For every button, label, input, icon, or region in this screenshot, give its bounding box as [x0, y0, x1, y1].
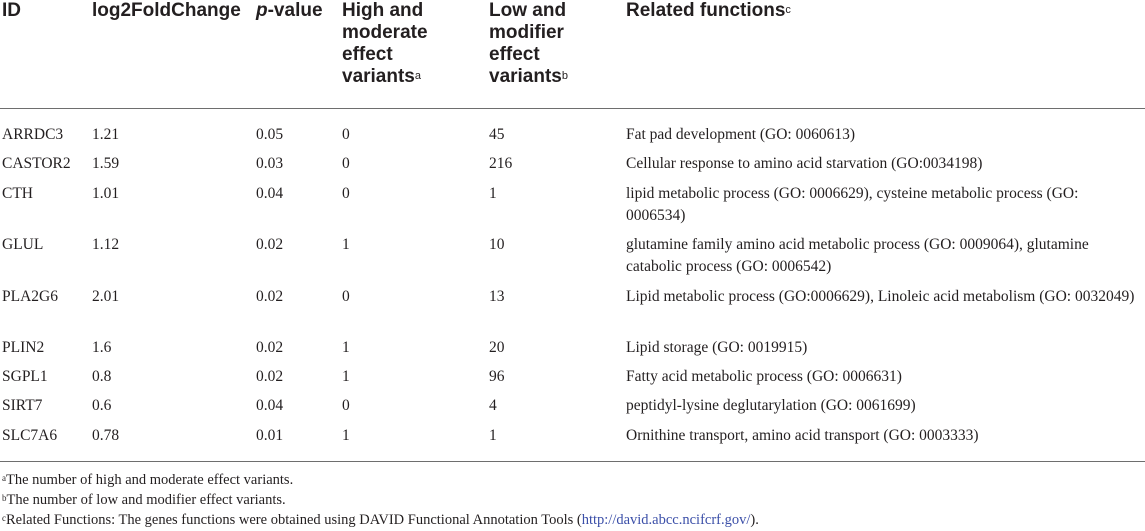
- cell-id: PLIN2: [2, 339, 45, 356]
- cell-low: 13: [489, 288, 505, 305]
- cell-lfc: 1.6: [92, 339, 112, 356]
- cell-high: 1: [342, 427, 350, 444]
- cell-id: SLC7A6: [2, 427, 58, 444]
- cell-low: 1: [489, 185, 497, 202]
- cell-id: SIRT7: [2, 397, 43, 414]
- cell-function: lipid metabolic process (GO: 0006629), cysteine metabolic process (GO: 0006534): [626, 185, 1079, 224]
- header-related-functions: [626, 0, 791, 22]
- cell-low: 96: [489, 368, 505, 385]
- header-p-italic: p: [256, 0, 268, 21]
- header-low-modifier-label: Low and modifier effect variants: [489, 0, 567, 87]
- cell-id: PLA2G6: [2, 288, 58, 305]
- footnote-a-text: The number of high and moderate effect variants.: [6, 472, 294, 488]
- cell-function: Fatty acid metabolic process (GO: 0006631): [626, 368, 902, 385]
- cell-high: 1: [342, 339, 350, 356]
- david-link[interactable]: http://david.abcc.ncifcrf.gov/: [581, 512, 751, 528]
- cell-p: 0.03: [256, 155, 284, 172]
- header-id: [2, 0, 21, 22]
- cell-p: 0.04: [256, 397, 284, 414]
- footnote-a-mark: a: [2, 473, 6, 483]
- cell-high: 0: [342, 288, 350, 305]
- header-id-label: ID: [2, 0, 21, 21]
- cell-p: 0.02: [256, 368, 284, 385]
- cell-lfc: 0.78: [92, 427, 120, 444]
- cell-function: Fat pad development (GO: 0060613): [626, 126, 856, 143]
- cell-function: peptidyl-lysine deglutarylation (GO: 0061699): [626, 397, 916, 414]
- cell-lfc: 1.21: [92, 126, 120, 143]
- cell-low: 216: [489, 155, 513, 172]
- cell-low: 4: [489, 397, 497, 414]
- cell-id: SGPL1: [2, 368, 48, 385]
- cell-high: 0: [342, 185, 350, 202]
- footnote-c-tail: ).: [750, 512, 759, 528]
- cell-low: 20: [489, 339, 505, 356]
- cell-function: Lipid storage (GO: 0019915): [626, 339, 808, 356]
- cell-function: Cellular response to amino acid starvation (GO:0034198): [626, 155, 983, 172]
- header-low-modifier: [489, 0, 589, 88]
- cell-id: GLUL: [2, 236, 44, 253]
- cell-id: ARRDC3: [2, 126, 64, 143]
- cell-low: 45: [489, 126, 505, 143]
- cell-high: 0: [342, 155, 350, 172]
- cell-lfc: 1.01: [92, 185, 120, 202]
- cell-lfc: 0.6: [92, 397, 112, 414]
- header-p-value: [256, 0, 323, 22]
- header-p-value-label: -value: [267, 0, 323, 21]
- header-related-functions-label: Related functions: [626, 0, 786, 21]
- header-rule: [0, 108, 1145, 109]
- cell-lfc: 2.01: [92, 288, 120, 305]
- cell-high: 1: [342, 368, 350, 385]
- cell-p: 0.02: [256, 236, 284, 253]
- footnote-b: [2, 491, 286, 509]
- cell-p: 0.02: [256, 288, 284, 305]
- cell-id: CASTOR2: [2, 155, 71, 172]
- cell-high: 1: [342, 236, 350, 253]
- cell-low: 10: [489, 236, 505, 253]
- header-log2foldchange: [92, 0, 241, 22]
- cell-p: 0.02: [256, 339, 284, 356]
- header-high-moderate-sup: a: [414, 70, 421, 82]
- header-low-modifier-sup: b: [561, 70, 568, 82]
- header-log2foldchange-label: log2FoldChange: [92, 0, 241, 21]
- header-related-functions-sup: c: [785, 4, 791, 16]
- cell-function: glutamine family amino acid metabolic process (GO: 0009064), glutamine catabolic process (GO: 0006542): [626, 236, 1089, 275]
- footnote-c-text: Related Functions: The genes functions were obtained using DAVID Functional Annotation Tools (: [6, 512, 582, 528]
- cell-id: CTH: [2, 185, 33, 202]
- footnote-c-mark: c: [2, 513, 6, 523]
- cell-function: Ornithine transport, amino acid transport (GO: 0003333): [626, 427, 979, 444]
- cell-lfc: 0.8: [92, 368, 112, 385]
- footnote-b-text: The number of low and modifier effect variants.: [6, 492, 286, 508]
- cell-lfc: 1.12: [92, 236, 120, 253]
- header-high-moderate-label: High and moderate effect variants: [342, 0, 428, 87]
- cell-low: 1: [489, 427, 497, 444]
- cell-high: 0: [342, 126, 350, 143]
- cell-high: 0: [342, 397, 350, 414]
- cell-p: 0.05: [256, 126, 284, 143]
- cell-p: 0.04: [256, 185, 284, 202]
- cell-lfc: 1.59: [92, 155, 120, 172]
- cell-function: Lipid metabolic process (GO:0006629), Linoleic acid metabolism (GO: 0032049): [626, 288, 1135, 305]
- header-high-moderate: [342, 0, 447, 88]
- footnote-c: [2, 511, 759, 529]
- footnote-a: [2, 471, 293, 489]
- cell-p: 0.01: [256, 427, 284, 444]
- bottom-rule: [0, 461, 1145, 462]
- footnote-b-mark: b: [2, 493, 7, 503]
